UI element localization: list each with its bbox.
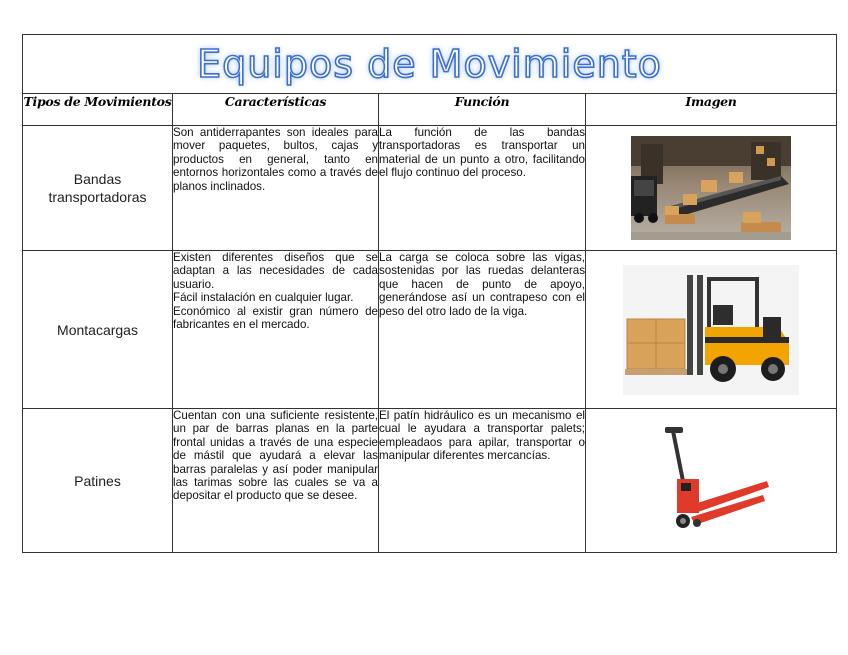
equipment-table [22, 34, 837, 553]
row-caracteristicas [173, 126, 379, 251]
row-caracteristicas [173, 251, 379, 409]
header-imagen: Imagen [586, 94, 837, 126]
table-row [23, 126, 837, 251]
header-tipos: Tipos de Movimientos [23, 94, 173, 126]
caracteristicas-line: Económico al existir gran número de fabricantes en el mercado. [173, 304, 378, 332]
caracteristicas-line: Fácil instalación en cualquier lugar. [173, 291, 354, 305]
header-funcion: Función [379, 94, 586, 126]
row-funcion [379, 409, 586, 553]
forklift-photo [623, 265, 799, 395]
title-cell [23, 35, 837, 94]
caracteristicas-line: Son antiderrapantes son ideales para mover paquetes, bultos, cajas y productos en general, tanto en entornos horizontales como a través de planos inclinados. [173, 126, 378, 193]
funcion-line: El patín hidráulico es un mecanismo el cual le ayudara a transportar palets; empleadaos para apilar, transportar o manipular diferentes mercancías. [379, 409, 585, 463]
row-caracteristicas [173, 409, 379, 553]
row-image-cell [586, 126, 837, 251]
row-image-cell [586, 409, 837, 553]
row-image-cell [586, 251, 837, 409]
pallet-jack-photo [651, 423, 771, 539]
header-caracteristicas: Características [173, 94, 379, 126]
table-row [23, 409, 837, 553]
row-type-label: Bandas transportadoras [23, 126, 173, 251]
row-funcion [379, 126, 586, 251]
page-title: Equipos de Movimiento [197, 42, 662, 86]
table-row [23, 251, 837, 409]
row-type-label: Patines [23, 409, 173, 553]
caracteristicas-line: Cuentan con una suficiente resistente, un par de barras planas en la parte frontal unidas a través de una especie de mástil que ayudará a elevar las barras paralelas y así poder manipular las tarimas sobre las cuales se va a depositar el producto que se desee. [173, 409, 378, 503]
row-funcion [379, 251, 586, 409]
funcion-line: La carga se coloca sobre las vigas, sostenidas por las ruedas delanteras que hacen de punto de apoyo, generándose así un contrapeso con el peso del otro lado de la viga. [379, 251, 585, 318]
conveyor-belt-photo [631, 136, 791, 240]
row-type-label: Montacargas [23, 251, 173, 409]
funcion-line: La función de las bandas transportadoras es transportar un material de un punto a otro, facilitando el flujo continuo del proceso. [379, 126, 585, 180]
caracteristicas-line: Existen diferentes diseños que se adaptan a las necesidades de cada usuario. [173, 251, 378, 291]
